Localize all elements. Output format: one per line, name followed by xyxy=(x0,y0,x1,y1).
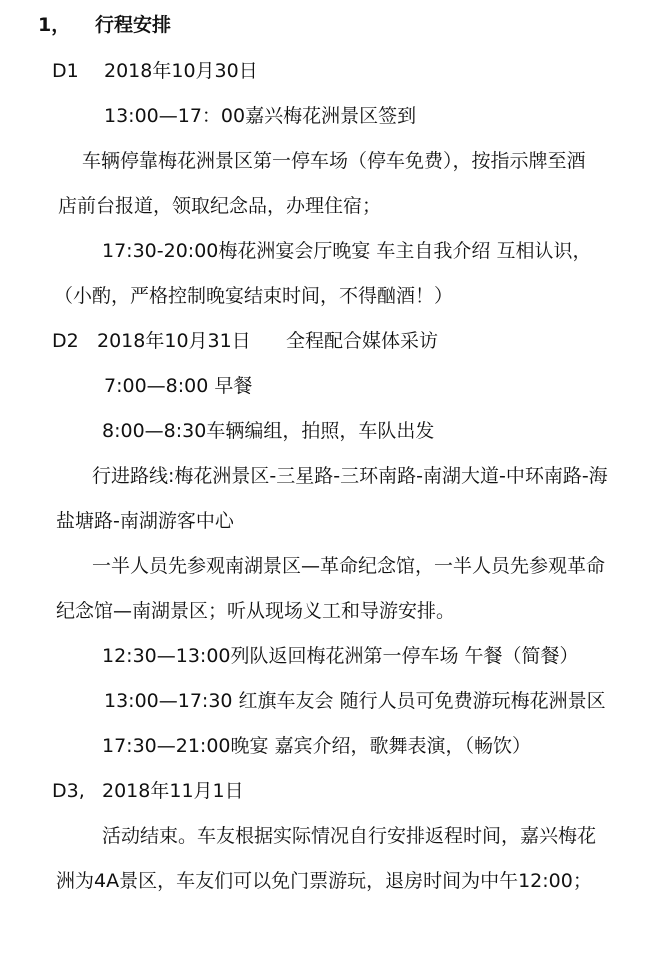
schedule-line: 13:00—17：00嘉兴梅花洲景区签到 xyxy=(104,105,417,127)
section-number: 1， xyxy=(38,14,71,36)
day-label-d2: D2 xyxy=(52,330,79,352)
paragraph-line: 店前台报道，领取纪念品，办理住宿； xyxy=(58,195,382,217)
day-date-d1: 2018年10月30日 xyxy=(104,60,258,82)
paragraph-line: 行进路线:梅花洲景区-三星路-三环南路-南湖大道-中环南路-海 xyxy=(92,465,608,487)
paragraph-line: 纪念馆—南湖景区；听从现场义工和导游安排。 xyxy=(56,600,456,622)
day-note-d2: 全程配合媒体采访 xyxy=(286,330,439,352)
day-date-d2: 2018年10月31日 xyxy=(97,330,251,352)
paragraph-line: 活动结束。车友根据实际情况自行安排返程时间，嘉兴梅花 xyxy=(102,825,597,847)
day-label-d1: D1 xyxy=(52,60,79,82)
section-title: 行程安排 xyxy=(95,14,172,36)
paragraph-line: 洲为4A景区，车友们可以免门票游玩，退房时间为中午12:00； xyxy=(56,870,592,892)
paragraph-line: 车辆停靠梅花洲景区第一停车场（停车免费），按指示牌至酒 xyxy=(82,150,586,172)
paragraph-line: 一半人员先参观南湖景区—革命纪念馆，一半人员先参观革命 xyxy=(92,555,606,577)
day-date-d3: 2018年11月1日 xyxy=(102,780,244,802)
day-label-d3: D3, xyxy=(52,780,85,802)
schedule-line: 17:30-20:00梅花洲宴会厅晚宴 车主自我介绍 互相认识， xyxy=(102,240,592,262)
schedule-line: 17:30—21:00晚宴 嘉宾介绍，歌舞表演，（畅饮） xyxy=(102,735,532,757)
schedule-line: 13:00—17:30 红旗车友会 随行人员可免费游玩梅花洲景区 xyxy=(104,690,606,712)
paragraph-line: 盐塘路-南湖游客中心 xyxy=(56,510,234,532)
schedule-line: 12:30—13:00列队返回梅花洲第一停车场 午餐（简餐） xyxy=(102,645,579,667)
schedule-line: 7:00—8:00 早餐 xyxy=(104,375,253,397)
schedule-line: 8:00—8:30车辆编组，拍照，车队出发 xyxy=(102,420,435,442)
paragraph-line: （小酌，严格控制晚宴结束时间，不得酗酒！） xyxy=(54,285,454,307)
